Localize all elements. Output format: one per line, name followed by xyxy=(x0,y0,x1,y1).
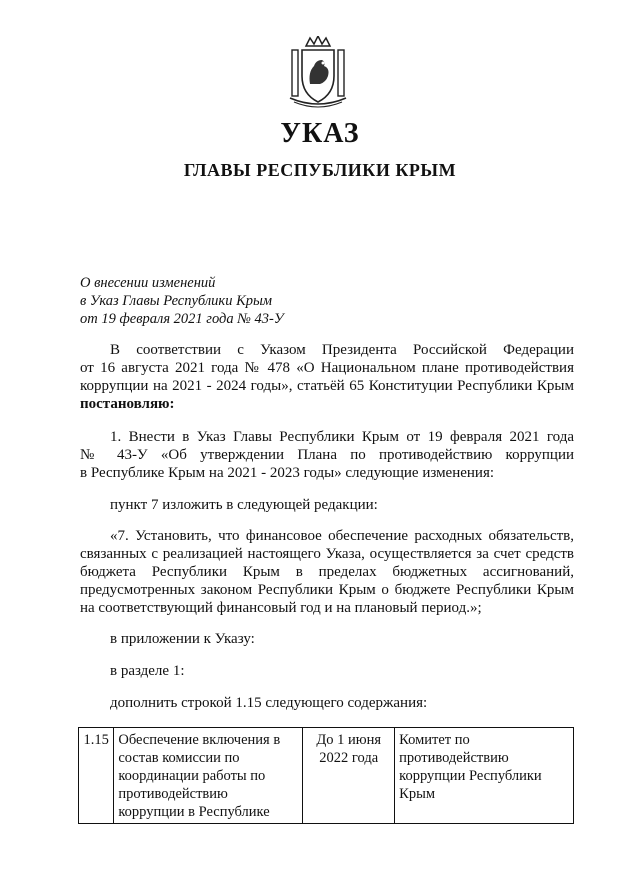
measure-cell xyxy=(114,728,303,824)
preamble-line: от 16 августа 2021 года № 478 «О Национальном плане противодействия xyxy=(80,360,574,376)
preamble-line: В соответствии с Указом Президента Российской Федерации xyxy=(110,342,574,358)
responsible-line: Комитет по xyxy=(399,732,470,748)
responsible-line: коррупции Республики xyxy=(399,768,542,784)
meta-line: в Указ Главы Республики Крым xyxy=(80,293,273,309)
deadline-cell xyxy=(303,728,395,824)
item1-line: 1. Внести в Указ Главы Республики Крым от 19 февраля 2021 года xyxy=(110,429,574,445)
section-intro: в разделе 1: xyxy=(110,663,185,679)
measure-line: состав комиссии по xyxy=(118,750,240,766)
point7-line: предусмотренных законом Республики Крым о бюджете Республики Крым xyxy=(80,582,574,598)
point7-line: связанных с реализацией настоящего Указа, осуществляется за счет средств xyxy=(80,546,574,562)
crimea-coat-of-arms-icon xyxy=(286,36,350,108)
plan-table xyxy=(78,727,574,824)
responsible-line: противодействию xyxy=(399,750,509,766)
resolve-word: постановляю: xyxy=(80,396,175,412)
deadline-line: 2022 года xyxy=(319,750,379,766)
row-number: 1.15 xyxy=(79,728,114,824)
point7-line: на соответствующий финансовый год и на плановый период.»; xyxy=(80,600,482,616)
preamble-line: коррупции на 2021 - 2024 годы», статьёй 65 Конституции Республики Крым xyxy=(80,378,574,394)
measure-line: противодействию xyxy=(118,786,228,802)
meta-line: О внесении изменений xyxy=(80,275,216,291)
point7-line: бюджета Республики Крым в пределах бюджетных ассигнований, xyxy=(80,564,574,580)
document-subtitle: ГЛАВЫ РЕСПУБЛИКИ КРЫМ xyxy=(183,160,457,180)
item1-paragraph xyxy=(80,428,574,482)
meta-line: от 19 февраля 2021 года № 43-У xyxy=(80,311,284,327)
item1-line: № 43-У «Об утверждении Плана по противодействию коррупции xyxy=(80,447,574,463)
preamble-paragraph xyxy=(80,341,574,413)
table-row xyxy=(79,728,574,824)
add-row-intro: дополнить строкой 1.15 следующего содержания: xyxy=(110,695,428,711)
responsible-line: Крым xyxy=(399,786,436,802)
responsible-cell xyxy=(395,728,574,824)
measure-line: коррупции в Республике xyxy=(118,804,270,820)
measure-line: Обеспечение включения в xyxy=(118,732,281,748)
appendix-intro: в приложении к Указу: xyxy=(110,631,255,647)
deadline-line: До 1 июня xyxy=(316,732,382,748)
amendment-reference xyxy=(80,274,284,328)
point7-paragraph xyxy=(80,527,574,617)
point7-line: «7. Установить, что финансовое обеспечение расходных обязательств, xyxy=(110,528,574,544)
document-title: УКАЗ xyxy=(280,118,360,149)
point7-intro: пункт 7 изложить в следующей редакции: xyxy=(110,497,378,513)
measure-line: координации работы по xyxy=(118,768,266,784)
item1-line: в Республике Крым на 2021 - 2023 годы» следующие изменения: xyxy=(80,465,495,481)
